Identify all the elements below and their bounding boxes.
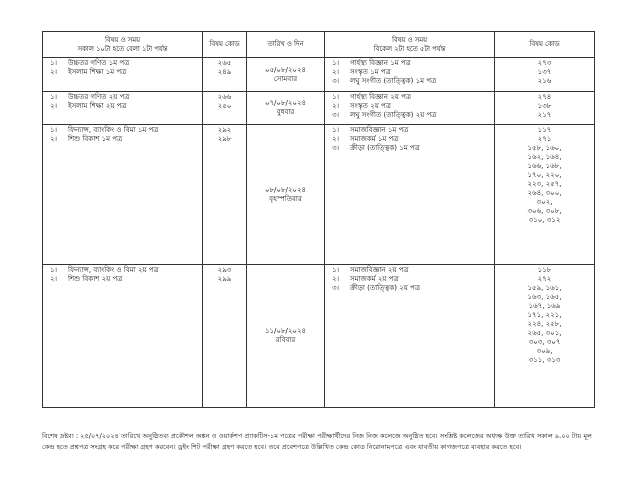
morning-subjects bbox=[43, 265, 203, 408]
afternoon-subject-line bbox=[328, 68, 491, 77]
code-header-2: বিষয় কোড bbox=[495, 32, 595, 58]
afternoon-subject-line bbox=[328, 144, 491, 153]
table-row bbox=[43, 91, 595, 125]
subject-code: ২৬৪, ৩০০, bbox=[527, 189, 562, 198]
afternoon-subjects bbox=[325, 91, 495, 125]
morning-subject-line bbox=[46, 266, 199, 275]
code-header-1: বিষয় কোড bbox=[203, 32, 247, 58]
subject-code: ২৬৫, ৩০১, bbox=[527, 329, 562, 338]
subject-code: ১৭১, ২২১, bbox=[527, 311, 562, 320]
subject-name: সমাজবিজ্ঞান ২য় পত্র bbox=[350, 266, 409, 275]
item-number: ১। bbox=[50, 126, 58, 135]
subject-code: ২৭৩ bbox=[537, 59, 552, 68]
exam-day: রবিবার bbox=[275, 336, 296, 345]
item-number: ২। bbox=[50, 275, 58, 284]
morning-subject-line bbox=[46, 102, 199, 111]
morning-subject-line bbox=[46, 126, 199, 135]
subject-code: ১৬৬, ১৬৮, bbox=[527, 162, 562, 171]
item-number: ১। bbox=[332, 266, 340, 275]
afternoon-subject-line bbox=[328, 284, 491, 293]
morning-subject-line bbox=[46, 68, 199, 77]
morning-subject-line bbox=[46, 275, 199, 284]
afternoon-codes bbox=[495, 125, 595, 265]
exam-day: বৃহস্পতিবার bbox=[269, 194, 302, 203]
subject-name: লঘু সংগীত (তাত্ত্বিক) ১ম পত্র bbox=[350, 77, 437, 86]
afternoon-subject-line bbox=[328, 77, 491, 86]
item-number: ২। bbox=[50, 101, 58, 110]
afternoon-subjects bbox=[325, 265, 495, 408]
subject-name: শিশু বিকাশ ২য় পত্র bbox=[68, 275, 123, 284]
morning-subjects bbox=[43, 125, 203, 265]
table-row bbox=[43, 58, 595, 92]
subject-code: ২২৩, ২৫৭, bbox=[527, 180, 562, 189]
subject-code: ৩০৩, ৩০৭ bbox=[528, 338, 561, 347]
afternoon-subject-line bbox=[328, 275, 491, 284]
item-number: ১। bbox=[50, 59, 58, 68]
item-number: ২। bbox=[50, 135, 58, 144]
item-number: ৩। bbox=[332, 110, 340, 119]
morning-title: বিষয় ও সময় bbox=[104, 35, 141, 44]
special-note: বিশেষ দ্রষ্টব্য : ২৫/০৭/২০২৪ তারিখে অনুষ্ঠিতব্য প্রকৌশল অঙ্কন ও ওয়ার্কশপ প্র্যাকটিস-১ম পত্রের পরীক্ষা পরীক্ষার্থীদের নিজ নিজ কলেজে অনুষ্ঠিত হবে। সংশ্লিষ্ট কলেজের অধ্যক্ষ উক্ত তারিখ সকাল ৯.০০ টায় মূল কেন্দ্র হতে প্রশ্নপত্র সংগ্রহ করে পরীক্ষা গ্রহণ করবেন। ড্রইং শিট পরীক্ষা গ্রহণ করতে হবে। তবে প্রবেশপত্রে উল্লিখিত কেন্দ্র কোড নিরোনামপত্রে এবং যাবতীয় কাগজপত্রে ব্যবহার করতে হবে। bbox=[42, 432, 592, 451]
afternoon-subjects bbox=[325, 58, 495, 92]
morning-subject-line bbox=[46, 59, 199, 68]
subject-name: সমাজকর্ম ১ম পত্র bbox=[350, 135, 399, 144]
subject-code: ১৬২, ১৬৪, bbox=[527, 153, 562, 162]
afternoon-title: বিষয় ও সময় bbox=[391, 35, 428, 44]
subject-name: ফিন্যান্স, ব্যাংকিং ও বিমা ২য় পত্র bbox=[68, 266, 159, 275]
morning-subject-line bbox=[46, 135, 199, 144]
afternoon-subject-line bbox=[328, 102, 491, 111]
subject-code: ৩০৬, ৩০৮, bbox=[527, 207, 562, 216]
exam-day: বুধবার bbox=[276, 108, 295, 117]
subject-name: উচ্চতর গণিত ১ম পত্র bbox=[68, 59, 130, 68]
subject-code: ২৪৯ bbox=[217, 68, 232, 77]
exam-schedule-table bbox=[42, 31, 595, 408]
subject-name: সমাজবিজ্ঞান ১ম পত্র bbox=[350, 126, 409, 135]
subject-code: ১৬৩, ১৬৫, bbox=[527, 293, 562, 302]
subject-code: ২৭১ bbox=[537, 135, 552, 144]
afternoon-subject-line bbox=[328, 126, 491, 135]
table-header-row bbox=[43, 32, 595, 58]
subject-code: ১৩৭ bbox=[537, 68, 552, 77]
exam-day: সোমবার bbox=[273, 74, 298, 83]
item-number: ৩। bbox=[332, 284, 340, 293]
item-number: ২। bbox=[332, 68, 340, 77]
subject-name: সমাজকর্ম ২য় পত্র bbox=[350, 275, 399, 284]
subject-code: ২৭৪ bbox=[537, 92, 552, 101]
morning-codes bbox=[203, 265, 247, 408]
subject-code: ২৯২ bbox=[217, 126, 232, 135]
subject-name: ফিন্যান্স, ব্যাংকিং ও বিমা ১ম পত্র bbox=[68, 126, 159, 135]
item-number: ২। bbox=[332, 135, 340, 144]
exam-date-cell bbox=[247, 125, 325, 265]
exam-date: ০৮/০৮/২০২৪ bbox=[264, 185, 307, 194]
subject-code: ১৫৮, ১৬০, bbox=[527, 144, 562, 153]
subject-code: ২৬৬ bbox=[217, 92, 232, 101]
afternoon-subject-line bbox=[328, 266, 491, 275]
item-number: ১। bbox=[50, 266, 58, 275]
item-number: ৩। bbox=[332, 144, 340, 153]
afternoon-codes bbox=[495, 91, 595, 125]
subject-name: ইসলাম শিক্ষা ২য় পত্র bbox=[68, 101, 127, 110]
subject-code: ২১৬ bbox=[537, 77, 552, 86]
afternoon-subject-line bbox=[328, 111, 491, 120]
exam-date-cell bbox=[247, 58, 325, 92]
subject-code: ১৫৯, ১৬১, bbox=[527, 284, 562, 293]
subject-code: ১১৮ bbox=[537, 266, 552, 275]
morning-subjects bbox=[43, 58, 203, 92]
subject-code: ১১৭ bbox=[537, 126, 552, 135]
table-row bbox=[43, 125, 595, 265]
subject-code: ১৭০, ২২০, bbox=[527, 171, 562, 180]
subject-name: শিশু বিকাশ ১ম পত্র bbox=[68, 135, 123, 144]
morning-header bbox=[43, 32, 203, 58]
subject-name: ক্রীড়া (তাত্ত্বিক) ২য় পত্র bbox=[350, 284, 421, 293]
morning-subject-line bbox=[46, 93, 199, 102]
afternoon-codes bbox=[495, 58, 595, 92]
subject-name: গার্হস্থ্য বিজ্ঞান ২য় পত্র bbox=[350, 92, 412, 101]
item-number: ২। bbox=[332, 101, 340, 110]
subject-code: ২৭২ bbox=[537, 275, 552, 284]
subject-code: ২৯৩ bbox=[217, 266, 232, 275]
exam-date: ১১/০৮/২০২৪ bbox=[264, 327, 307, 336]
morning-subjects bbox=[43, 91, 203, 125]
item-number: ২। bbox=[332, 275, 340, 284]
morning-codes bbox=[203, 125, 247, 265]
date-header: তারিখ ও দিন bbox=[247, 32, 325, 58]
item-number: ৩। bbox=[332, 77, 340, 86]
subject-name: ইসলাম শিক্ষা ১ম পত্র bbox=[68, 68, 127, 77]
subject-name: উচ্চতর গণিত ২য় পত্র bbox=[68, 92, 130, 101]
item-number: ১। bbox=[332, 92, 340, 101]
subject-code: ২২৪, ২৫৮, bbox=[527, 320, 562, 329]
item-number: ১। bbox=[50, 92, 58, 101]
subject-code: ৩১০, ৩১২ bbox=[528, 216, 561, 225]
afternoon-time: বিকেল ২টা হতে ৫টা পর্যন্ত bbox=[373, 44, 446, 53]
afternoon-header bbox=[325, 32, 495, 58]
subject-code: ১৩৮ bbox=[537, 101, 552, 110]
afternoon-codes bbox=[495, 265, 595, 408]
subject-code: ২৯৯ bbox=[217, 275, 232, 284]
afternoon-subject-line bbox=[328, 59, 491, 68]
table-row bbox=[43, 265, 595, 408]
subject-code: ২৫০ bbox=[217, 101, 232, 110]
morning-codes bbox=[203, 58, 247, 92]
morning-time: সকাল ১০টা হতে বেলা ১টা পর্যন্ত bbox=[77, 44, 168, 53]
subject-name: সংস্কৃত ২য় পত্র bbox=[350, 101, 391, 110]
subject-code: ২৯৮ bbox=[217, 135, 232, 144]
item-number: ১। bbox=[332, 126, 340, 135]
subject-name: সংস্কৃত ১ম পত্র bbox=[350, 68, 391, 77]
subject-name: লঘু সংগীত (তাত্ত্বিক) ২য় পত্র bbox=[350, 110, 437, 119]
item-number: ১। bbox=[332, 59, 340, 68]
morning-codes bbox=[203, 91, 247, 125]
afternoon-subject-line bbox=[328, 93, 491, 102]
subject-name: গার্হস্থ্য বিজ্ঞান ১ম পত্র bbox=[350, 59, 411, 68]
subject-code: ৩১১, ৩১৩ bbox=[528, 356, 561, 365]
afternoon-subjects bbox=[325, 125, 495, 265]
item-number: ২। bbox=[50, 68, 58, 77]
exam-date-cell bbox=[247, 91, 325, 125]
subject-code: ৩০২, bbox=[536, 198, 553, 207]
subject-name: ক্রীড়া (তাত্ত্বিক) ১ম পত্র bbox=[350, 144, 420, 153]
subject-code: ৩০৯, bbox=[536, 347, 553, 356]
subject-code: ২৬৫ bbox=[217, 59, 232, 68]
subject-code: ২১৭ bbox=[537, 110, 552, 119]
exam-date-cell bbox=[247, 265, 325, 408]
subject-code: ১৬৭, ১৬৯ bbox=[528, 302, 561, 311]
exam-date: ০৭/০৮/২০২৪ bbox=[264, 99, 307, 108]
exam-date: ০৫/০৮/২০২৪ bbox=[264, 65, 307, 74]
